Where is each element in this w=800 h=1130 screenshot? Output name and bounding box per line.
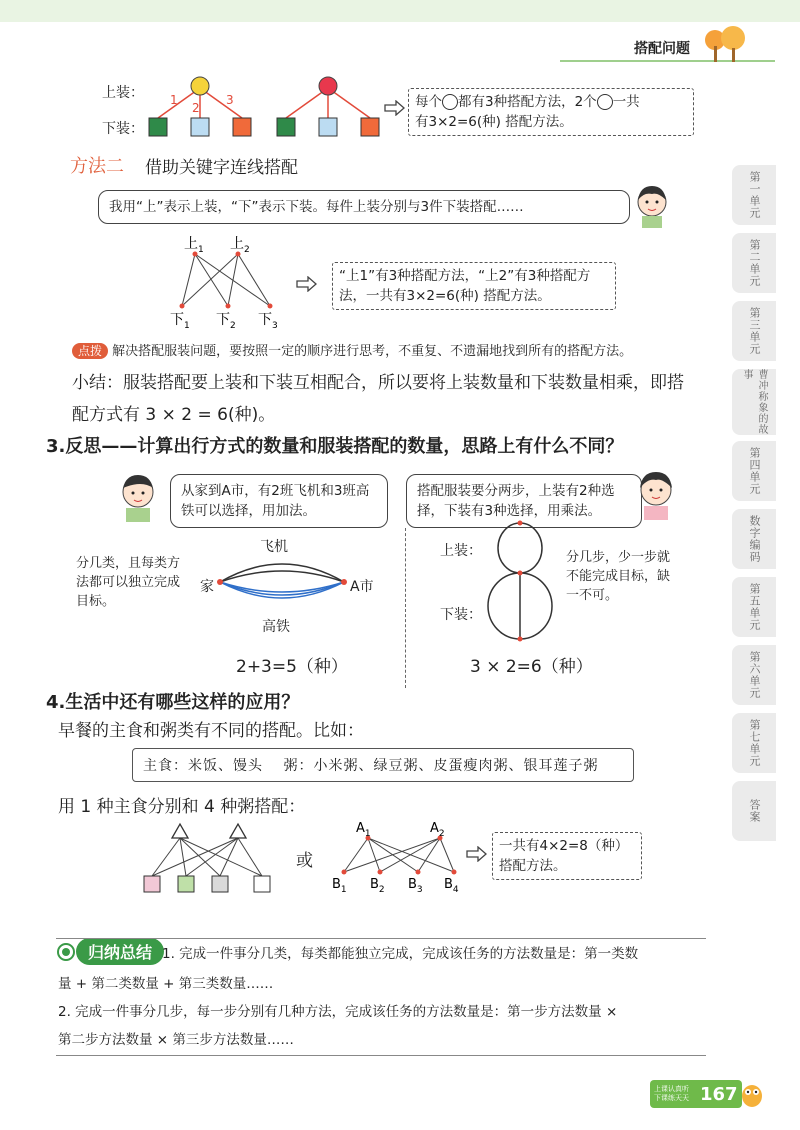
tab-unit-4[interactable]: 第四单元 <box>732 441 776 501</box>
down-1-label: 下$_1$ <box>170 312 190 331</box>
section3-title: 3.反思——计算出行方式的数量和服装搭配的数量，思路上有什么不同？ <box>46 436 624 457</box>
tip-badge: 点拨 <box>72 343 108 359</box>
a2-label: $A_2$ <box>430 821 445 839</box>
arrow-icon <box>384 100 406 116</box>
gray-square <box>212 876 228 892</box>
triangle-icon <box>230 824 246 838</box>
or-label: 或 <box>296 851 313 871</box>
b1-label: $B_1$ <box>332 877 347 895</box>
tip-line <box>72 340 712 359</box>
down-3-label: 下$_3$ <box>258 312 278 331</box>
tab-unit-5[interactable]: 第五单元 <box>732 577 776 637</box>
red-top <box>319 77 337 95</box>
tip-text: 解决搭配服装问题，要按照一定的顺序进行思考，不重复、不遗漏地找到所有的搭配方法。 <box>112 344 633 359</box>
section4-line: 用 1 种主食分别和 4 种粥搭配： <box>58 797 306 817</box>
branch-num-2: 2 <box>192 101 200 115</box>
method2-speech-bubble: 我用“上”表示上装，“下”表示下装。每件上装分别与3件下装搭配…… <box>98 190 630 224</box>
b4-label: $B_4$ <box>444 877 459 895</box>
circle-icon <box>442 94 458 110</box>
method2-text: 借助关键字连线搭配 <box>145 158 298 178</box>
white-square <box>254 876 270 892</box>
bottom-clothes-label: 下装： <box>102 121 144 137</box>
b3-label: $B_3$ <box>408 877 423 895</box>
section4-intro: 早餐的主食和粥类有不同的搭配。比如： <box>58 721 364 741</box>
tab-unit-3[interactable]: 第三单元 <box>732 301 776 361</box>
clothes-tree-diagram <box>140 72 390 144</box>
yellow-top <box>191 77 209 95</box>
girl-speech-bubble: 搭配服装要分两步，上装有2种选择，下装有3种选择，用乘法。 <box>406 474 642 528</box>
tree-right <box>277 77 379 136</box>
footer-tags: 上课认真听 下课练天天 <box>654 1085 689 1102</box>
method2-result-box: “上1”有3种搭配方法，“上2”有3种搭配方法，一共有3×2=6(种) 搭配方法。 <box>332 262 616 310</box>
arrow-icon <box>296 276 318 292</box>
tab-unit-7[interactable]: 第七单元 <box>732 713 776 773</box>
plane-label: 飞机 <box>260 539 288 555</box>
branch-num-3: 3 <box>226 93 234 107</box>
city-label: A市 <box>350 579 374 595</box>
triangle-icon <box>172 824 188 838</box>
step-diagram <box>482 520 558 644</box>
blue-bottom <box>191 118 209 136</box>
section4-title: 4.生活中还有哪些这样的应用？ <box>46 692 300 713</box>
top-clothes-label-2: 上装： <box>440 543 482 559</box>
left-note: 分几类，且每类方法都可以独立完成目标。 <box>76 556 181 609</box>
food-box: 主食：米饭、馒头 粥：小米粥、绿豆粥、皮蛋瘦肉粥、银耳莲子粥 <box>132 748 634 782</box>
circle-icon <box>597 94 613 110</box>
green-bottom <box>277 118 295 136</box>
tab-cao-chong[interactable]: 曹冲称象的故事 <box>732 369 776 435</box>
clothes-summary-line-2: 配方式有 3 × 2 = 6(种)。 <box>72 405 276 425</box>
food-result-box: 一共有4×2=8（种）搭配方法。 <box>492 832 642 880</box>
up-2-label: 上$_2$ <box>230 236 250 255</box>
girl-avatar <box>628 180 676 228</box>
home-label: 家 <box>200 579 214 595</box>
conclusion-item-2a: 2. 完成一件事分几步，每一步分别有几种方法，完成该任务的方法数量是：第一步方法数量 × <box>58 1004 618 1020</box>
boy-speech-bubble: 从家到A市，有2班飞机和3班高铁可以选择，用加法。 <box>170 474 388 528</box>
clothes-summary-line-1: 小结：服装搭配要上装和下装互相配合，所以要将上装数量和下装数量相乘，即搭 <box>72 373 684 393</box>
b2-label: $B_2$ <box>370 877 385 895</box>
green-bottom <box>149 118 167 136</box>
top-clothes-label: 上装： <box>102 85 144 101</box>
train-label: 高铁 <box>262 619 290 635</box>
arrow-icon <box>466 846 488 862</box>
page-header-title: 搭配问题 <box>634 41 690 57</box>
method2-title: 方法二 <box>70 156 124 177</box>
tab-unit-6[interactable]: 第六单元 <box>732 645 776 705</box>
divider <box>405 528 406 688</box>
pink-square <box>144 876 160 892</box>
tab-unit-1[interactable]: 第一单元 <box>732 165 776 225</box>
down-2-label: 下$_2$ <box>216 312 236 331</box>
tab-unit-2[interactable]: 第二单元 <box>732 233 776 293</box>
food-tree-diagram <box>138 818 278 896</box>
conclusion-item-1b: 量 + 第二类数量 + 第三类数量…… <box>58 976 274 992</box>
conclusion-badge: 归纳总结 <box>76 938 164 965</box>
left-formula: 2+3=5（种） <box>236 657 348 677</box>
a1-label: $A_1$ <box>356 821 371 839</box>
tree-icon <box>700 26 750 64</box>
orange-bottom <box>361 118 379 136</box>
tree-result-box: 每个 都有3种搭配方法，2个 一共 有3×2=6(种) 搭配方法。 <box>408 88 694 136</box>
tree-left <box>149 77 251 136</box>
top-band <box>0 0 800 22</box>
conclusion-item-2b: 第二步方法数量 × 第三步方法数量…… <box>58 1032 294 1048</box>
right-note: 分几步，少一步就不能完成目标，缺一不可。 <box>566 550 671 603</box>
letter-link-diagram <box>328 818 468 896</box>
keyword-link-diagram <box>160 236 290 332</box>
tab-answers[interactable]: 答案 <box>732 781 776 841</box>
orange-bottom <box>233 118 251 136</box>
boy-avatar <box>112 470 164 524</box>
page-number: 167 <box>700 1083 738 1105</box>
tab-digit-code[interactable]: 数字编码 <box>732 509 776 569</box>
page-footer-badge <box>650 1080 742 1108</box>
conclusion-item-1a: 1. 完成一件事分几类，每类都能独立完成，完成该任务的方法数量是：第一类数 <box>162 946 639 962</box>
branch-num-1: 1 <box>170 93 178 107</box>
girl-avatar <box>630 466 682 522</box>
owl-icon <box>740 1080 764 1108</box>
blue-bottom <box>319 118 337 136</box>
up-1-label: 上$_1$ <box>184 236 204 255</box>
bottom-clothes-label-2: 下装： <box>440 607 482 623</box>
route-diagram <box>216 550 348 614</box>
green-square <box>178 876 194 892</box>
right-formula: 3 × 2=6（种） <box>470 657 593 677</box>
